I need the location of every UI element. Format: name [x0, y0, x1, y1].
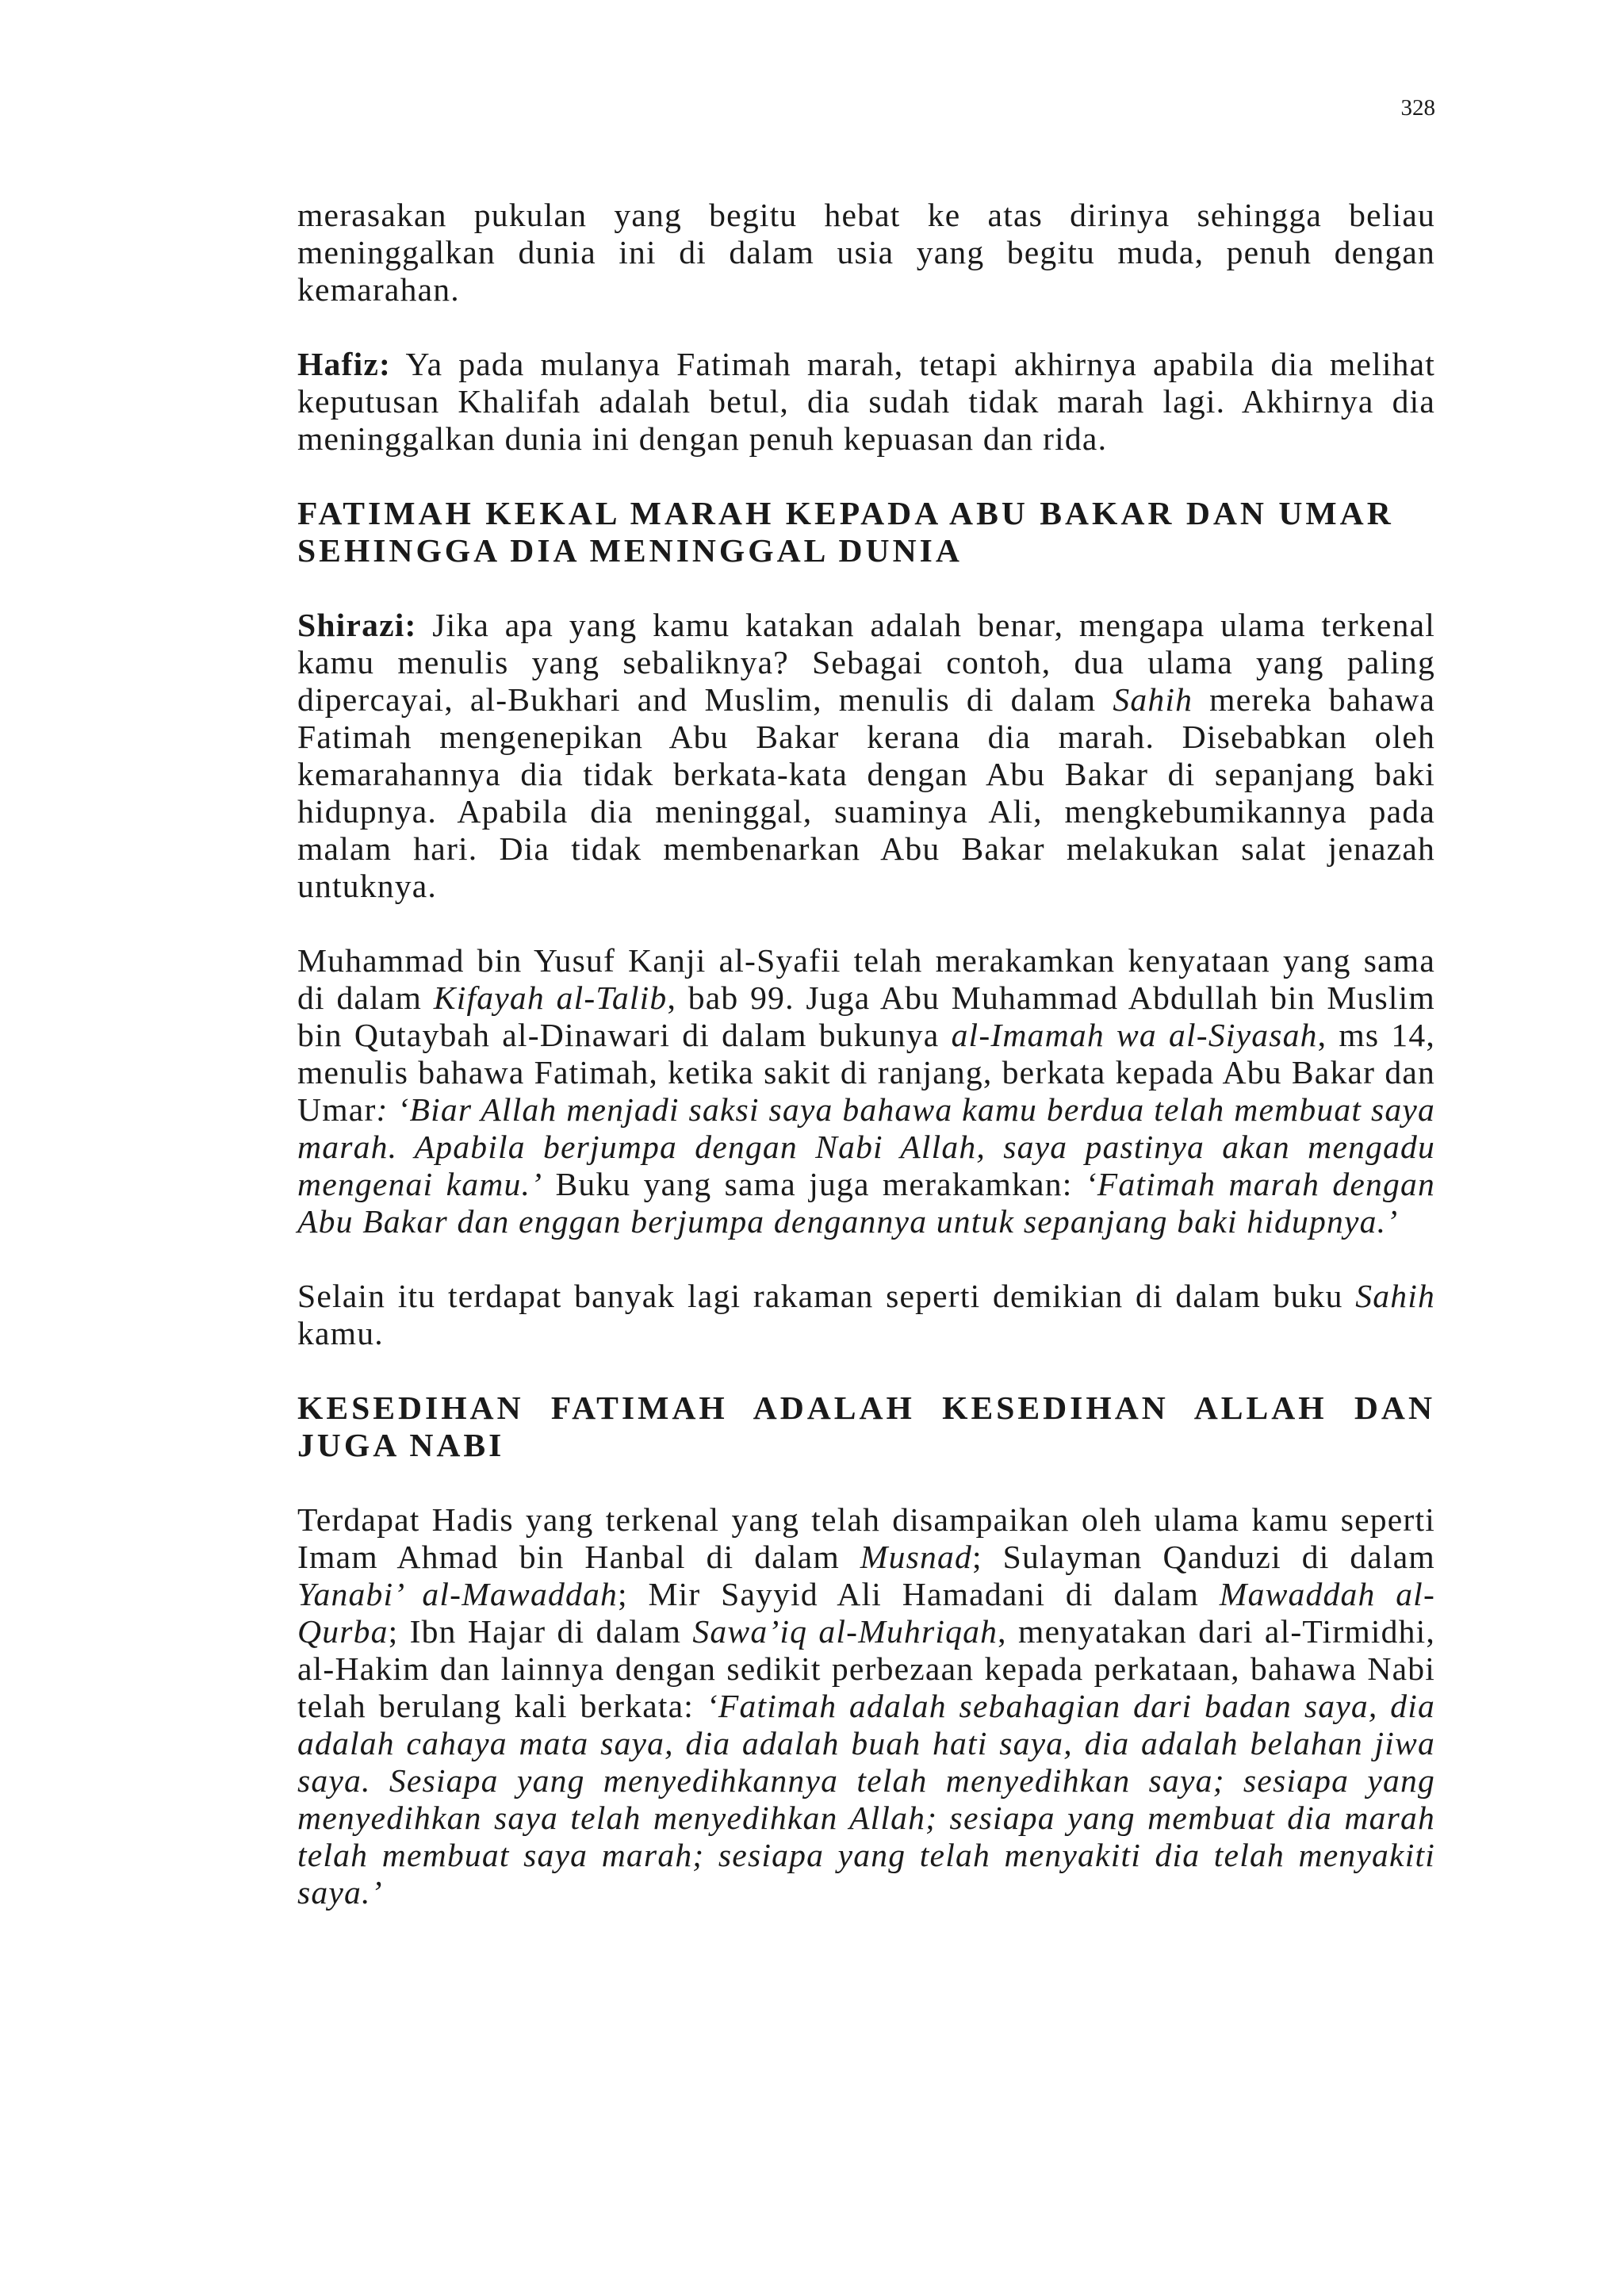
page-body — [297, 197, 1435, 1911]
paragraph-gap — [297, 458, 1435, 495]
paragraph-gap — [297, 1352, 1435, 1389]
heading-line: FATIMAH KEKAL MARAH KEPADA ABU BAKAR DAN UMAR — [297, 495, 1394, 531]
paragraph-muhammad-bin-yusuf — [297, 942, 1435, 1240]
book-title-sawaiq: Sawa’iq al-Muhriqah — [692, 1613, 998, 1650]
paragraph-text: kamu. — [297, 1315, 384, 1351]
heading-line: SEHINGGA DIA MENINGGAL DUNIA — [297, 532, 963, 569]
paragraph-text: , menyatakan dari al-Tirmidhi, al-Hakim dan lainnya dengan sedikit perbezaan kepada perkataan, bahawa Nabi telah berulang kali berkata: — [297, 1613, 1435, 1724]
section-heading-fatimah-marah — [297, 495, 1435, 569]
book-title-mawaddah: Mawaddah al-Qurba — [297, 1576, 1435, 1650]
paragraph-text: , bab 99. Juga Abu Muhammad Abdullah bin Muslim bin Qutaybah al-Dinawari di dalam bukunya — [297, 979, 1435, 1053]
paragraph-text: Muhammad bin Yusuf Kanji al-Syafii telah merakamkan kenyataan yang sama di dalam — [297, 942, 1435, 1016]
book-title-sahih: Sahih — [1355, 1278, 1435, 1314]
page-number: 328 — [1400, 95, 1435, 121]
quote-fatimah-to-abu-bakar: : ‘Biar Allah menjadi saksi saya bahawa kamu berdua telah membuat saya marah. Apabila berjumpa dengan Nabi Allah, saya pastinya akan mengadu mengenai kamu.’ — [297, 1091, 1435, 1202]
paragraph-hadis — [297, 1501, 1435, 1911]
paragraph-continuation — [297, 197, 1435, 309]
book-title-sahih: Sahih — [1113, 681, 1193, 718]
book-title-yanabi: Yanabi’ al-Mawaddah — [297, 1576, 618, 1612]
speaker-label-hafiz: Hafiz: — [297, 346, 392, 382]
paragraph-text: Selain itu terdapat banyak lagi rakaman seperti demikian di dalam buku — [297, 1278, 1356, 1314]
book-title-musnad: Musnad — [860, 1539, 973, 1575]
speaker-label-shirazi: Shirazi: — [297, 607, 417, 643]
paragraph-text: ; Ibn Hajar di dalam — [388, 1613, 693, 1650]
paragraph-gap — [297, 1464, 1435, 1501]
paragraph-gap — [297, 569, 1435, 607]
paragraph-text: Buku yang sama juga merakamkan: — [542, 1166, 1086, 1202]
paragraph-hafiz — [297, 346, 1435, 458]
heading-line: JUGA NABI — [297, 1427, 505, 1463]
section-heading-kesedihan-fatimah — [297, 1389, 1435, 1464]
quote-hadis-fatimah: ‘Fatimah adalah sebahagian dari badan saya, dia adalah cahaya mata saya, dia adalah buah hati saya, dia adalah belahan jiwa saya. Sesiapa yang menyedihkannya telah menyedihkan saya; sesiapa yang menyedihkan saya telah menyedihkan Allah; sesiapa yang membuat dia marah telah membuat saya marah; sesiapa yang telah menyakiti dia telah menyakiti saya.’ — [297, 1688, 1435, 1911]
book-title-kifayah: Kifayah al-Talib — [433, 979, 668, 1016]
paragraph-text: Terdapat Hadis yang terkenal yang telah disampaikan oleh ulama kamu seperti Imam Ahmad bin Hanbal di dalam — [297, 1501, 1435, 1575]
paragraph-text: merasakan pukulan yang begitu hebat ke atas dirinya sehingga beliau meninggalkan dunia ini di dalam usia yang begitu muda, penuh dengan kemarahan. — [297, 197, 1435, 308]
paragraph-text: Jika apa yang kamu katakan adalah benar, mengapa ulama terkenal kamu menulis yang sebaliknya? Sebagai contoh, dua ulama yang paling dipercayai, al-Bukhari and Muslim, menulis di dalam — [297, 607, 1435, 718]
paragraph-gap — [297, 309, 1435, 346]
paragraph-text: Ya pada mulanya Fatimah marah, tetapi akhirnya apabila dia melihat keputusan Khalifah adalah betul, dia sudah tidak marah lagi. Akhirnya dia meninggalkan dunia ini dengan penuh kepuasan dan rida. — [297, 346, 1435, 457]
quote-fatimah-marah: ‘Fatimah marah dengan Abu Bakar dan enggan berjumpa dengannya untuk sepanjang baki hidupnya.’ — [297, 1166, 1436, 1240]
paragraph-gap — [297, 1240, 1435, 1278]
paragraph-text: ; Sulayman Qanduzi di dalam — [972, 1539, 1435, 1575]
paragraph-text: mereka bahawa Fatimah mengenepikan Abu Bakar kerana dia marah. Disebabkan oleh kemarahannya dia tidak berkata-kata dengan Abu Bakar di sepanjang baki hidupnya. Apabila dia meninggal, suaminya Ali, mengkebumikannya pada malam hari. Dia tidak membenarkan Abu Bakar melakukan salat jenazah untuknya. — [297, 681, 1435, 904]
paragraph-text: ; Mir Sayyid Ali Hamadani di dalam — [617, 1576, 1220, 1612]
paragraph-text: , ms 14, menulis bahawa Fatimah, ketika sakit di ranjang, berkata kepada Abu Bakar dan Umar — [297, 1017, 1435, 1128]
book-title-imamah: al-Imamah wa al-Siyasah — [951, 1017, 1318, 1053]
paragraph-selain-itu — [297, 1278, 1435, 1352]
paragraph-gap — [297, 905, 1435, 942]
paragraph-shirazi — [297, 607, 1435, 905]
heading-line: KESEDIHAN FATIMAH ADALAH KESEDIHAN ALLAH DAN — [297, 1389, 1435, 1426]
